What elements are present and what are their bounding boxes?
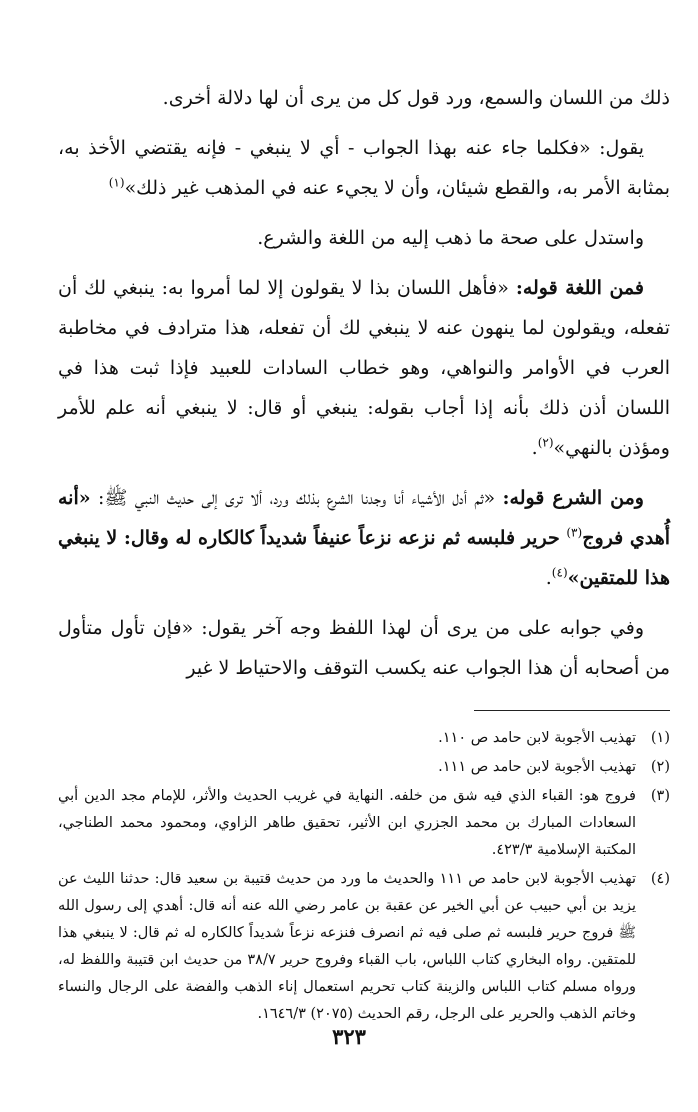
footnote-number: (١) bbox=[650, 730, 670, 746]
paragraph-5 bbox=[58, 478, 670, 598]
footnote-text: فروج هو: القباء الذي فيه شق من خلفه. النهاية في غريب الحديث والأثر، للإمام مجد الدين أبي السعادات المبارك بن محمد الجزري ابن الأثير، تحقيق طاهر الزاوي، ومحمود محمد الطناجي، المكتبة الإسلامية ٤٢٣/٣. bbox=[58, 788, 636, 858]
footnote-3 bbox=[58, 783, 670, 864]
footnote-1 bbox=[58, 725, 670, 752]
paragraph-6-text: وفي جوابه على من يرى أن لهذا اللفظ وجه آخر يقول: «فإن تأول متأول من أصحابه أن هذا الجواب عنه يكسب التوقف والاحتياط لا غير bbox=[58, 617, 670, 679]
hadith-quote-start: «أنه أُهدي فروج bbox=[58, 487, 670, 549]
paragraph-3-text: واستدل على صحة ما ذهب إليه من اللغة والشرع. bbox=[257, 227, 644, 249]
footnote-4 bbox=[58, 866, 670, 1028]
paragraph-2 bbox=[58, 128, 670, 208]
paragraph-5-lead: ومن الشرع قوله: bbox=[502, 487, 644, 509]
footnote-ref-4[interactable]: (٤) bbox=[551, 565, 568, 580]
paragraph-4-end: . bbox=[531, 437, 538, 459]
footnote-divider bbox=[474, 710, 670, 711]
paragraph-1-text: ذلك من اللسان والسمع، ورد قول كل من يرى أن لها دلالة أخرى. bbox=[162, 87, 670, 109]
footnote-ref-3[interactable]: (٣) bbox=[566, 525, 583, 540]
page-content bbox=[58, 78, 670, 1030]
footnote-text: تهذيب الأجوبة لابن حامد ص ١١١. bbox=[438, 759, 636, 775]
paragraph-3 bbox=[58, 218, 670, 258]
paragraph-5-end: . bbox=[545, 567, 552, 589]
hadith-quote-end: حرير فلبسه ثم نزعه نزعاً عنيفاً شديداً كالكاره له وقال: لا ينبغي هذا للمتقين» bbox=[58, 527, 670, 589]
paragraph-6 bbox=[58, 608, 670, 688]
page-number: ٣٢٣ bbox=[332, 1024, 366, 1049]
paragraph-4 bbox=[58, 268, 670, 468]
footnote-text: تهذيب الأجوبة لابن حامد ص ١١٠. bbox=[438, 730, 636, 746]
paragraph-5-text: «ثم أدل الأشياء أنا وجدنا الشرع بذلك ورد، ألا ترى إلى حديث النبي ﷺ: bbox=[90, 487, 503, 509]
footnote-number: (٢) bbox=[650, 759, 670, 775]
footnote-text: تهذيب الأجوبة لابن حامد ص ١١١ والحديث ما ورد من حديث قتيبة بن سعيد قال: حدثنا الليث عن يزيد بن أبي حبيب عن أبي الخير عن عقبة بن عامر رضي الله عنه أنه قال: أهدي إلى رسول الله ﷺ فروج حرير فلبسه ثم صلى فيه ثم انصرف فنزعه نزعاً شديداً كالكاره له ثم قال: لا ينبغي هذا للمتقين. رواه البخاري كتاب اللباس، باب القباء وفروج حرير ٣٨/٧ من حديث ابن قتيبة واللفظ له، ورواه مسلم كتاب اللباس والزينة كتاب تحريم استعمال إناء الذهب والفضة على الرجال والنساء وخاتم الذهب والحرير على الرجل، رقم الحديث (٢٠٧٥) ١٦٤٦/٣. bbox=[58, 871, 636, 1022]
paragraph-2-text: يقول: «فكلما جاء عنه بهذا الجواب - أي لا ينبغي - فإنه يقتضي الأخذ به، بمثابة الأمر به، والقطع شيئان، وأن لا يجيء عنه في المذهب غير ذلك» bbox=[58, 137, 670, 199]
footnote-number: (٤) bbox=[650, 871, 670, 887]
paragraph-1 bbox=[58, 78, 670, 118]
footnote-2 bbox=[58, 754, 670, 781]
paragraph-4-lead: فمن اللغة قوله: bbox=[515, 277, 645, 299]
footnote-ref-1[interactable]: (١) bbox=[108, 175, 125, 190]
footnote-number: (٣) bbox=[650, 788, 670, 804]
paragraph-4-text: «فأهل اللسان بذا لا يقولون إلا لما أمروا به: ينبغي لك أن تفعله، ويقولون لما ينهون عنه لا ينبغي لك أن تفعله، هذا مترادف في مخاطبة العرب في الأوامر والنواهي، وهو خطاب السادات للعبيد فإذا ثبت هذا في اللسان أذن ذلك بأنه إذا أجاب بقوله: ينبغي أو قال: لا ينبغي أنه علم للأمر ومؤذن بالنهي» bbox=[58, 277, 670, 459]
footnote-ref-2[interactable]: (٢) bbox=[537, 435, 554, 450]
